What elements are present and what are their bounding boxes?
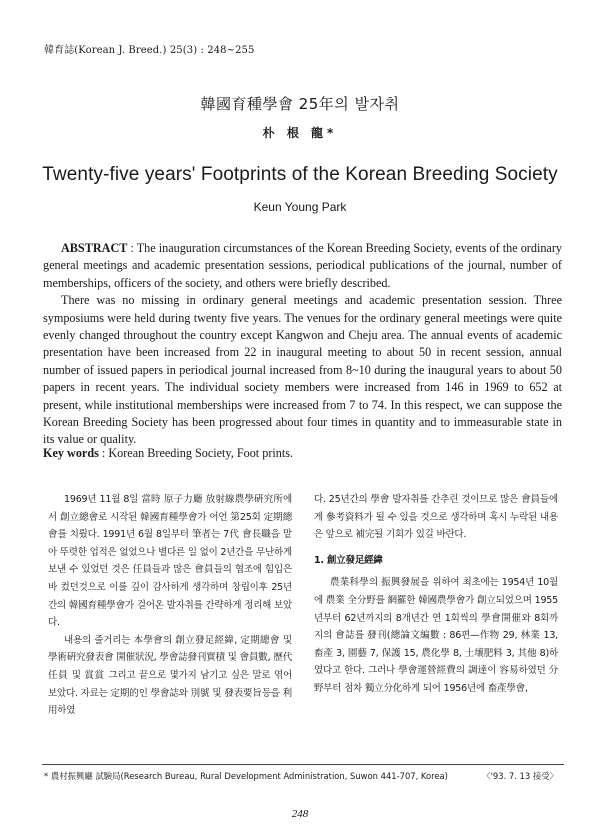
keywords-text: Korean Breeding Society, Foot prints. xyxy=(108,446,294,460)
abstract xyxy=(43,240,562,449)
footnote-affiliation: * 農村振興廳 試驗局(Research Bureau, Rural Development Administration, Suwon 441-707, Korea) xyxy=(44,771,448,781)
english-author: Keun Young Park xyxy=(253,200,347,214)
keywords xyxy=(43,446,562,461)
korean-title: 韓國育種學會 25年의 발자취 xyxy=(200,95,400,113)
abstract-text-1: The inauguration circumstances of the Korean Breeding Society, events of the ordinary general meetings and academic presentation sessions, periodical publications of the journal, number of memberships, officers of the society, and others were briefly described. xyxy=(43,241,562,290)
body-column-right xyxy=(314,491,558,698)
korean-author: 朴 根 龍* xyxy=(262,126,338,140)
page-number: 248 xyxy=(291,808,309,820)
journal-reference: 韓育誌(Korean J. Breed.) 25(3) : 248~255 xyxy=(44,45,255,56)
abstract-separator: : xyxy=(127,241,137,255)
footnote-divider xyxy=(42,764,564,765)
abstract-paragraph-1 xyxy=(43,240,562,292)
keywords-label: Key words xyxy=(43,446,99,460)
keywords-separator: : xyxy=(98,446,109,460)
body-paragraph: 農業科學의 振興發展을 위하여 최초에는 1954년 10월에 農業 全分野를 網羅한 韓國農學會가 創立되었으며 1955년부터 62년까지의 8개년간 연 1회씩의 學會開催와 8회까지의 會誌를 發刊(總論文編數 : 86편—作物 29, 林業 13, 畜產 3, 園藝 7, 保護 15, 農化學 8, 土壤肥料 3, 其他 8)하였다고 한다. 그러나 學會運營經費의 調達이 容易하였던 分野부터 점차 獨立分化하게 되어 1956년에 畜產學會, xyxy=(314,577,558,694)
body-paragraph: 다. 25년간의 學會 발자취를 간추린 것이므로 많은 會員들에게 參考資料가 될 수 있을 것으로 생각하며 혹시 누락된 내용은 앞으로 補完될 기회가 있길 바란다. xyxy=(314,494,558,541)
abstract-paragraph-2: There was no missing in ordinary general meetings and academic presentation session. Three symposiums were held during twenty five years. The venues for the ordinary general meetings were quite evenly changed throughout the country except Kangwon and Cheju area. The annual events of academic presentation have been increased from 22 in inaugural meeting to about 50 in recent session, annual number of issued papers in periodical journal increased from 8~10 during the inaugural years to about 50 papers in recent years. The individual society members were increased from 146 in 1969 to 652 at present, while institutional memberships were increased from 7 to 74. In this respect, we can suppose the Korean Breeding Society has been progressed about four times in quantity and to immeasurable state in its value or quality. xyxy=(43,293,562,447)
body-column-left xyxy=(48,491,292,720)
body-paragraph: 1969년 11월 8일 當時 原子力廳 放射線農學硏究所에서 創立總會로 시작된 韓國育種學會가 어언 第25회 定期總會를 치뤘다. 1991년 6월 8일부터 筆者는 7代 會長職을 맡아 뚜렷한 업적은 없었으나 별다른 일 없이 2년간을 무난하게 보낸 수 있었던 것은 任員들과 많은 會員들의 협조에 힘입은바 컸던것으로 이를 깊이 감사하게 생각하며 창립이후 25년간의 韓國育種學會가 걸어온 발자취를 간략하게 정리해 보았다. xyxy=(48,494,292,629)
english-title: Twenty-five years' Footprints of the Korean Breeding Society xyxy=(42,164,558,185)
section-heading: 1. 創立發足經緯 xyxy=(314,554,383,566)
body-paragraph: 내용의 줄거리는 本學會의 創立發足經緯, 定期總會 및 學術硏究發表會 開催狀況, 學會誌發刊實積 및 會員數, 歷代任員 및 賞賞 그리고 끝으로 몇가지 남기고 싶은 말로 엮어 보았다. 자료는 定期的인 學會誌와 別號 및 發表要旨등을 利用하였 xyxy=(48,634,292,717)
footnote-received-date: 〈'93. 7. 13 接受〉 xyxy=(482,771,558,781)
abstract-label: ABSTRACT xyxy=(61,241,128,255)
